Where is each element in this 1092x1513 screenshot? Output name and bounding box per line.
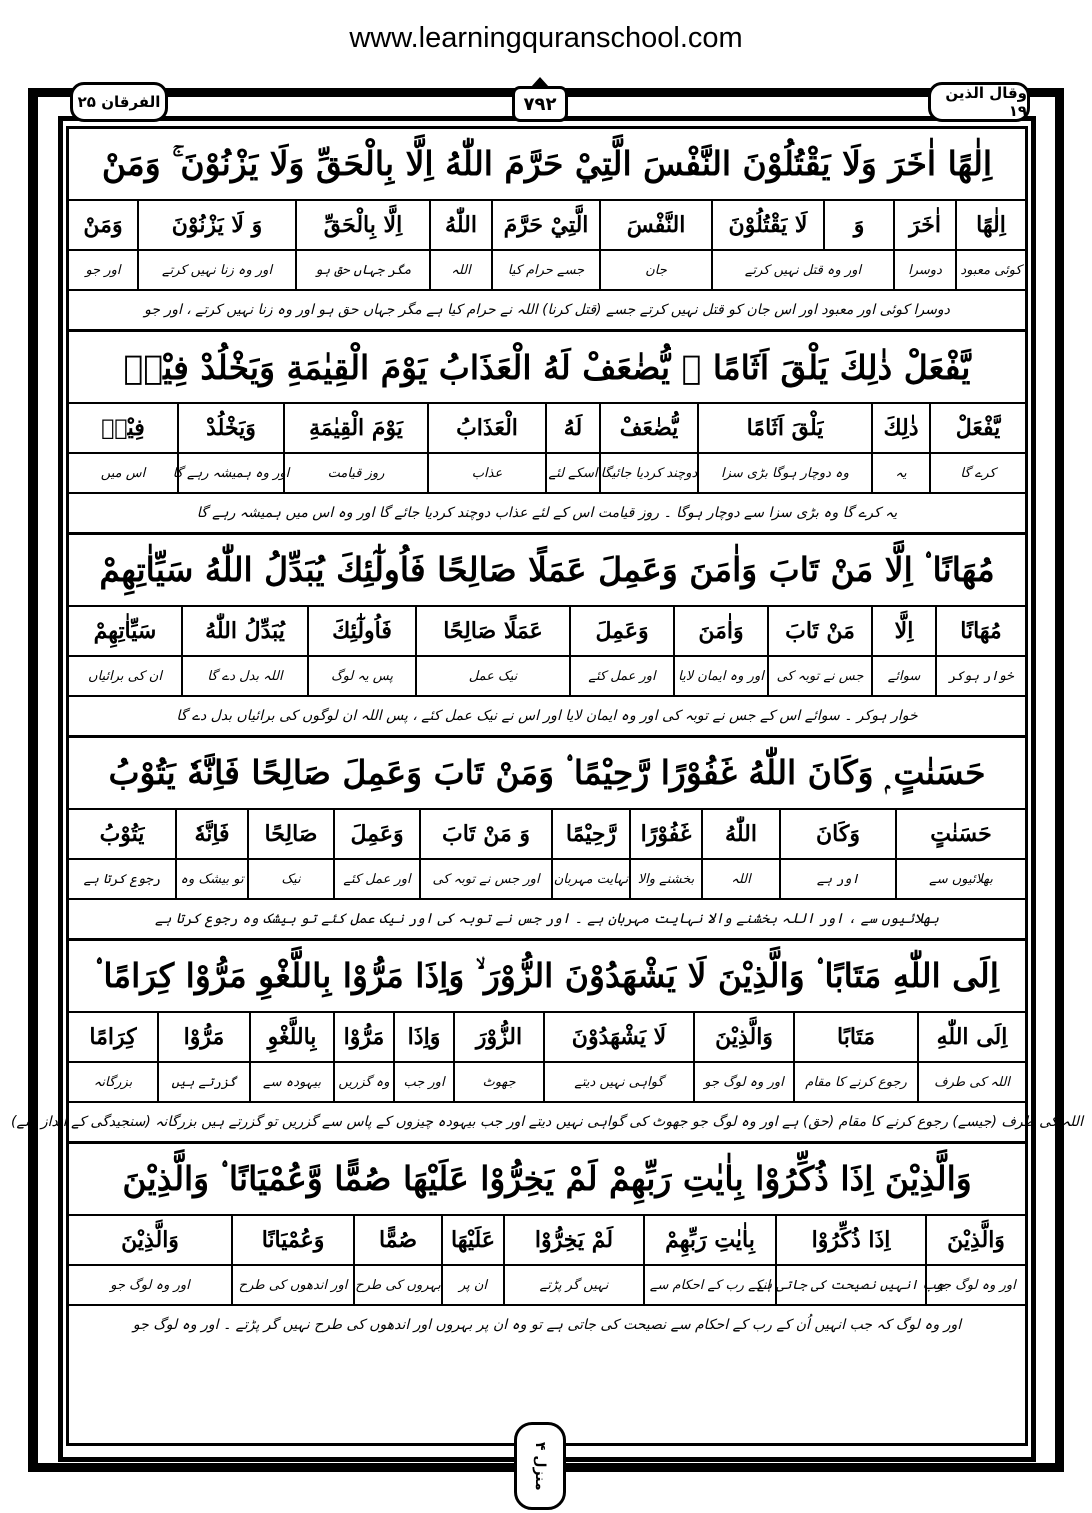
translation-cell: اور وہ لوگ جو [110, 1277, 190, 1293]
word-cell: بِاٰيٰتِ رَبِّهِمْ [643, 1216, 775, 1264]
ayah-line: اِلٰهًا اٰخَرَ وَلَا يَقْتُلُوْنَ النَّفْسَ الَّتِيْ حَرَّمَ اللّٰهُ اِلَّا بِالْحَقِّ وَلَا يَزْنُوْنَ ۚ وَمَنْ [69, 129, 1025, 201]
verse-section [69, 535, 1025, 738]
translation-cell: ان پر [441, 1266, 503, 1304]
word-cell: يَّفْعَلْ [929, 404, 1025, 452]
translation-cell: اور جب [393, 1063, 453, 1101]
translation-row [69, 454, 1025, 494]
ayah-line: يَّفْعَلْ ذٰلِكَ يَلْقَ اَثَامًا ۟ يُّضٰعَفْ لَهُ الْعَذَابُ يَوْمَ الْقِيٰمَةِ وَيَخْلُدْ فِيْهٖ [69, 332, 1025, 404]
translation-row [69, 1063, 1025, 1103]
translation-cell: دوسرا [893, 251, 955, 289]
word-cell: اِلَّا بِالْحَقِّ [295, 201, 429, 249]
translation-cell: پس یہ لوگ [307, 657, 415, 695]
translation-cell: اللہ کی طرف [917, 1063, 1025, 1101]
word-cell: مَتَابًا [793, 1013, 917, 1061]
translation-cell: اور ہے [779, 860, 895, 898]
word-cell: اللّٰهُ [701, 810, 779, 858]
translation-cell: کوئی معبود [955, 251, 1025, 289]
para-name: وقال الذين ۱۹ [945, 84, 1027, 120]
translation-cell: روز قیامت [283, 454, 427, 492]
word-cell: وَعَمِلَ [333, 810, 419, 858]
translation-cell: نہایت مہربان [551, 860, 629, 898]
word-cell: صُمًّا [353, 1216, 441, 1264]
full-translation: دوسرا کوئی اور معبود اور اس جان کو قتل نہیں کرتے جسے (قتل کرنا) اللہ نے حرام کیا ہے مگر جہاں حق ہو اور وہ زنا نہیں کرتے ، اور جو [144, 302, 950, 318]
translation-cell: سوائے [871, 657, 935, 695]
translation-cell: اور جس نے توبہ کی [419, 860, 551, 898]
word-cell: اللّٰهُ [429, 201, 491, 249]
word-cell: حَسَنٰتٍ [895, 810, 1025, 858]
word-cell: يَوْمَ الْقِيٰمَةِ [283, 404, 427, 452]
page-number: ۷۹۲ [523, 93, 557, 115]
translation-cell: بخشنے والا [629, 860, 701, 898]
word-cell: وَالَّذِيْنَ [121, 1227, 179, 1253]
translation-cell: اور عمل کئے [569, 657, 673, 695]
translation-row [69, 1266, 1025, 1306]
translation-cell: ان کی برائیاں [88, 668, 162, 684]
translation-cell: اور وہ لوگ جو [925, 1266, 1025, 1304]
translation-cell: مگر جہاں حق ہو [295, 251, 429, 289]
translation-cell: نیک عمل [415, 657, 569, 695]
full-translation: خوار ہوکر ۔ سوائے اس کے جس نے توبہ کی اور وہ ایمان لایا اور اس نے نیک عمل کئے ، پس اللہ ان لوگوں کی برائیاں بدل دے گا [176, 708, 918, 724]
word-cell: اِلَّا [871, 607, 935, 655]
translation-cell: عذاب [427, 454, 545, 492]
word-cell: مَنْ تَابَ [767, 607, 871, 655]
translation-cell: گزرتے ہیں [157, 1063, 249, 1101]
word-cell: غَفُوْرًا [629, 810, 701, 858]
translation-cell: جس نے توبہ کی [767, 657, 871, 695]
word-cell: وَ لَا يَزْنُوْنَ [137, 201, 295, 249]
translation-cell: اور وہ لوگ جو [693, 1063, 793, 1101]
word-row [69, 201, 1025, 251]
translation-cell: نیک [247, 860, 333, 898]
word-cell: يُّضٰعَفْ [599, 404, 697, 452]
word-row [69, 1216, 1025, 1266]
translation-cell: اللہ [701, 860, 779, 898]
word-cell: يَتُوْبُ [99, 821, 145, 847]
translation-cell: وہ گزریں [333, 1063, 393, 1101]
word-cell: وَ [823, 201, 893, 249]
word-cell: اِلٰهًا [955, 201, 1025, 249]
word-cell: فَاُولٰٓئِكَ [307, 607, 415, 655]
word-cell: اِذَا ذُكِّرُوْا [775, 1216, 925, 1264]
translation-cell: رجوع کرتا ہے [83, 871, 161, 887]
translation-cell: جان [599, 251, 711, 289]
manzil-label: منزل ۴ [532, 1441, 548, 1491]
translation-cell: انکے رب کے احکام سے [643, 1266, 775, 1304]
word-cell: مُهَانًا [935, 607, 1025, 655]
word-cell: فِيْهٖ [101, 415, 145, 441]
word-cell: وَكَانَ [779, 810, 895, 858]
word-cell: عَلَيْهَا [441, 1216, 503, 1264]
word-cell: كِرَامًا [89, 1024, 137, 1050]
manzil-badge [514, 1422, 566, 1510]
word-cell: بِاللَّغْوِ [249, 1013, 333, 1061]
word-cell: الْعَذَابُ [427, 404, 545, 452]
quran-page-content [11, 126, 1083, 1446]
translation-cell: اور وہ زنا نہیں کرتے [137, 251, 295, 289]
word-cell: وَاِذَا [393, 1013, 453, 1061]
word-cell: رَّحِيْمًا [551, 810, 629, 858]
word-cell: وَيَخْلُدْ [177, 404, 283, 452]
translation-cell: وہ دوچار ہوگا بڑی سزا [697, 454, 871, 492]
word-row [69, 810, 1025, 860]
translation-cell: جھوٹ [453, 1063, 543, 1101]
word-cell: الَّتِيْ حَرَّمَ [491, 201, 599, 249]
surah-name-badge [70, 82, 168, 122]
translation-cell: بیہودہ سے [249, 1063, 333, 1101]
translation-cell: کرے گا [929, 454, 1025, 492]
word-cell: النَّفْسَ [599, 201, 711, 249]
translation-cell: اور عمل کئے [333, 860, 419, 898]
verse-section [69, 332, 1025, 535]
translation-cell: اسکے لئے [545, 454, 599, 492]
verse-section [11, 941, 1083, 1144]
translation-cell: بھلائیوں سے [895, 860, 1025, 898]
translation-cell: دوچند کردیا جائیگا [599, 454, 697, 492]
word-cell: وَالَّذِيْنَ [925, 1216, 1025, 1264]
word-cell: الزُّوْرَ [453, 1013, 543, 1061]
translation-cell: تو بیشک وہ [175, 860, 247, 898]
verse-section [69, 738, 1025, 941]
word-cell: اِلَى اللّٰهِ [917, 1013, 1025, 1061]
translation-row [69, 251, 1025, 291]
ayah-line: اِلَى اللّٰهِ مَتَابًا ۟ وَالَّذِيْنَ لَا يَشْهَدُوْنَ الزُّوْرَ ۙ وَاِذَا مَرُّوْا بِاللَّغْوِ مَرُّوْا كِرَامًا ۟ [69, 941, 1025, 1013]
ayah-line: وَالَّذِيْنَ اِذَا ذُكِّرُوْا بِاٰيٰتِ رَبِّهِمْ لَمْ يَخِرُّوْا عَلَيْهَا صُمًّا وَّعُمْيَانًا ۟ وَالَّذِيْنَ [69, 1144, 1025, 1216]
translation-cell: بہروں کی طرح [353, 1266, 441, 1304]
translation-cell: اور اندھوں کی طرح [231, 1266, 353, 1304]
translation-cell: جب انہیں نصیحت کی جاتی ہے [775, 1266, 925, 1304]
verse-section [69, 129, 1025, 332]
translation-cell: نہیں گر پڑتے [503, 1266, 643, 1304]
site-url[interactable]: www.learningquranschool.com [349, 22, 743, 54]
word-cell: وَالَّذِيْنَ [693, 1013, 793, 1061]
translation-cell: یہ [871, 454, 929, 492]
word-cell: عَمَلًا صَالِحًا [415, 607, 569, 655]
word-cell: مَرُّوْا [333, 1013, 393, 1061]
word-cell: وَعُمْيَانًا [231, 1216, 353, 1264]
word-row [69, 1013, 1025, 1063]
translation-row [69, 657, 1025, 697]
translation-cell: اور وہ ایمان لایا [673, 657, 767, 695]
word-cell: سَيِّاٰتِهِمْ [93, 618, 157, 644]
translation-cell: اللہ بدل دے گا [181, 657, 307, 695]
word-cell: ذٰلِكَ [871, 404, 929, 452]
ayah-line: مُهَانًا ۟ اِلَّا مَنْ تَابَ وَاٰمَنَ وَعَمِلَ عَمَلًا صَالِحًا فَاُولٰٓئِكَ يُبَدِّلُ اللّٰهُ سَيِّاٰتِهِمْ [69, 535, 1025, 607]
translation-cell: اور وہ قتل نہیں کرتے [711, 251, 893, 289]
word-row [69, 607, 1025, 657]
translation-row [69, 860, 1025, 900]
word-cell: اٰخَرَ [893, 201, 955, 249]
translation-cell: خوار ہوکر [935, 657, 1025, 695]
page-number-badge [512, 86, 568, 122]
translation-cell: جسے حرام کیا [491, 251, 599, 289]
full-translation: یہ کرے گا وہ بڑی سزا سے دوچار ہوگا ۔ روز قیامت اس کے لئے عذاب دوچند کردیا جائے گا اور وہ اس میں ہمیشہ رہے گا [196, 505, 898, 521]
para-name-badge [928, 82, 1030, 122]
word-cell: لَهُ [545, 404, 599, 452]
word-cell: وَاٰمَنَ [673, 607, 767, 655]
word-cell: مَرُّوْا [157, 1013, 249, 1061]
word-cell: لَا يَقْتُلُوْنَ [711, 201, 823, 249]
translation-cell: اور جو [85, 262, 121, 278]
word-cell: صَالِحًا [247, 810, 333, 858]
verse-section [69, 1144, 1025, 1344]
ayah-line: حَسَنٰتٍ ۭ وَكَانَ اللّٰهُ غَفُوْرًا رَّحِيْمًا ۟ وَمَنْ تَابَ وَعَمِلَ صَالِحًا فَاِنَّهٗ يَتُوْبُ [69, 738, 1025, 810]
translation-cell: رجوع کرنے کا مقام [793, 1063, 917, 1101]
translation-cell: گواہی نہیں دیتے [543, 1063, 693, 1101]
word-cell: وَمَنْ [83, 212, 123, 238]
full-translation: اور وہ لوگ کہ جب انہیں اُن کے رب کے احکام سے نصیحت کی جاتی ہے تو وہ ان پر بہروں اور اندھوں کی طرح نہیں گر پڑتے ۔ اور وہ لوگ جو [132, 1317, 962, 1333]
translation-cell: اور وہ ہمیشہ رہے گا [177, 454, 283, 492]
word-cell: يُبَدِّلُ اللّٰهُ [181, 607, 307, 655]
full-translation: اللہ کی طرف (جیسے) رجوع کرنے کا مقام (حق) ہے اور وہ لوگ جو جھوٹ کی گواہی نہیں دیتے اور جب بیہودہ چیزوں کے پاس سے گزریں تو گزرتے ہیں بزرگانہ (سنجیدگی کے انداز سے) [11, 1114, 1083, 1130]
translation-cell: بزرگانہ [93, 1074, 133, 1090]
translation-cell: اس میں [100, 465, 146, 481]
word-cell: وَعَمِلَ [569, 607, 673, 655]
word-cell: لَمْ يَخِرُّوْا [503, 1216, 643, 1264]
word-row [69, 404, 1025, 454]
word-cell: لَا يَشْهَدُوْنَ [543, 1013, 693, 1061]
full-translation: بھلائیوں سے ، اور اللہ بخشنے والا نہایت مہربان ہے ۔ اور جس نے توبہ کی اور نیک عمل کئے تو بیشک وہ رجوع کرتا ہے [155, 911, 939, 927]
translation-cell: اللہ [429, 251, 491, 289]
word-cell: فَاِنَّهٗ [175, 810, 247, 858]
word-cell: وَ مَنْ تَابَ [419, 810, 551, 858]
surah-name: الفرقان ۲۵ [77, 93, 161, 111]
word-cell: يَلْقَ اَثَامًا [697, 404, 871, 452]
